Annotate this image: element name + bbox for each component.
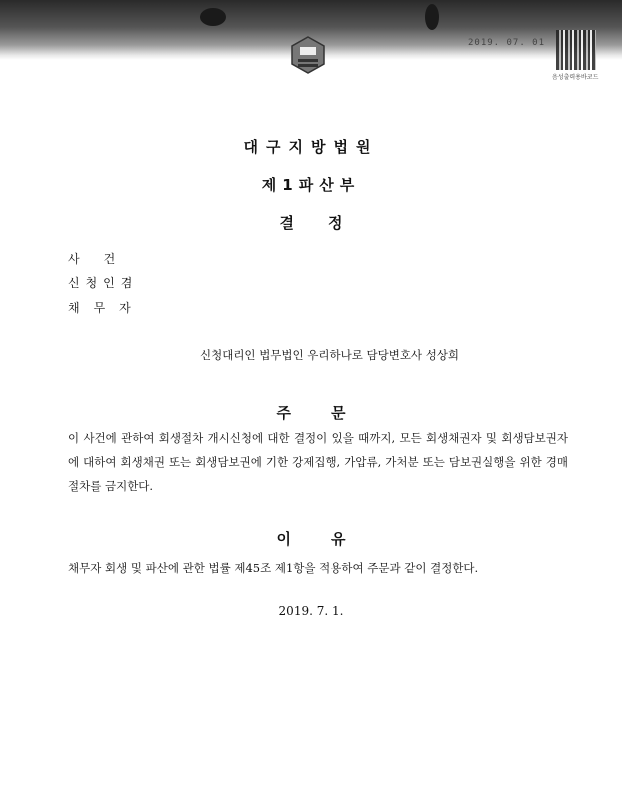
order-title: 주문 — [276, 404, 386, 422]
division-name: 제1파산부 — [261, 176, 361, 194]
qr-code-icon — [556, 30, 596, 70]
scan-date-stamp: 2019. 07. 01 — [468, 38, 546, 48]
reason-title: 이유 — [276, 530, 386, 548]
scan-speck — [425, 4, 439, 30]
agent-line: 신청대리인 법무법인 우리하나로 담당변호사 성상희 — [200, 348, 460, 362]
court-seal-icon — [288, 35, 328, 75]
reason-text: 채무자 회생 및 파산에 관한 법률 제45조 제1항을 적용하여 주문과 같이 결정한다. — [68, 561, 479, 575]
document-type: 결정 — [279, 214, 377, 232]
order-text: 이 사건에 관하여 회생절차 개시신청에 대한 결정이 있을 때까지, 모든 회생채권자 및 회생담보권자에 대하여 회생채권 또는 회생담보권에 기한 강제집행, 가압류, 가처분 또는 담보권실행을 위한 경매절차를 금지한다. — [68, 431, 568, 493]
court-name: 대구지방법원 — [243, 138, 379, 156]
decision-date: 2019. 7. 1. — [278, 604, 344, 618]
case-label: 사건 — [68, 252, 140, 266]
debtor-label: 채무자 — [68, 301, 145, 315]
applicant-label: 신청인겸 — [68, 276, 139, 290]
scan-speck — [200, 8, 226, 26]
qr-label: 음성출력용바코드 — [552, 74, 599, 81]
